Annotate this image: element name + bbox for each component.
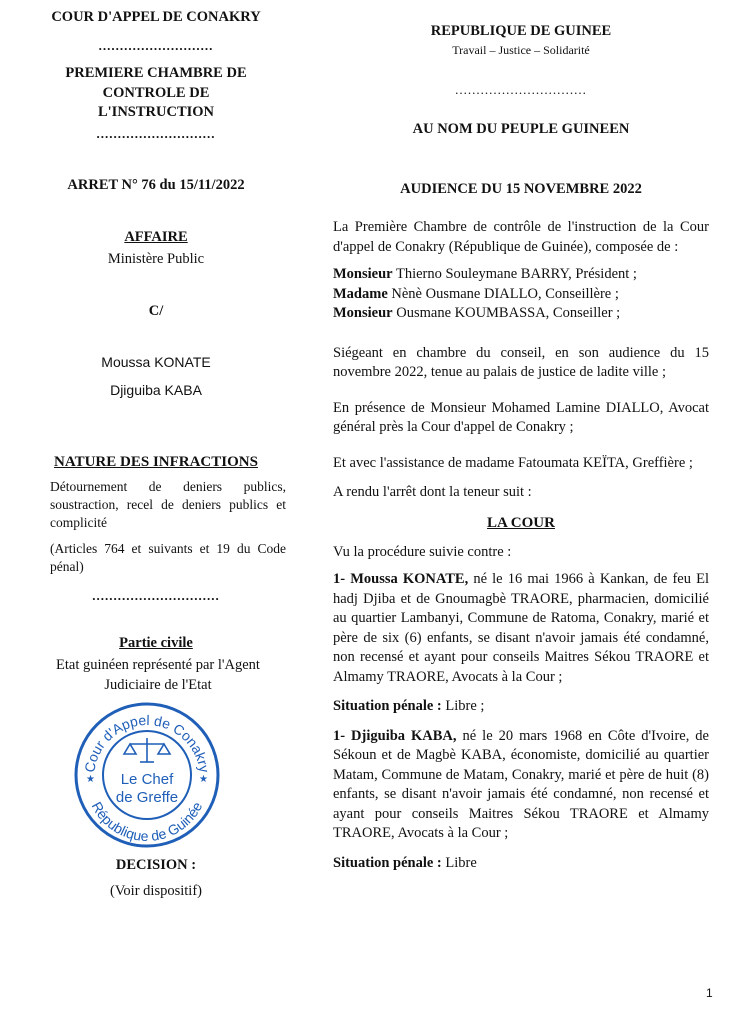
star-icon: ★ [86,774,95,785]
articles-text: (Articles 764 et suivants et 19 du Code pénal) [50,541,286,574]
seal-top-text: Cour d'Appel de Conakry [81,711,213,774]
separator-dots: .............................. [92,588,220,603]
separator-dots: ........................... [98,38,214,53]
defendant1-paragraph: 1- Moussa KONATE, né le 16 mai 1966 à Kankan, de feu El hadj Djiba et de Gnoumagbè TRAORE, pharmacien, domicilié au quartier Lambanyi, Commune de Ratoma, Conakry, marié et père de six (6) enfants, se disant n'avoir jamais été condamné, non recensé et ayant pour conseils Maitres Sékou TRAORE et Almamy TRAORE, Avocats à la Cour ; [333,571,709,685]
vu-paragraph: Vu la procédure suivie contre : [333,543,512,560]
nature-text: Détournement de deniers publics, soustraction, recel de deniers publics et complicité [50,479,286,530]
situation2: Situation pénale : Libre [333,854,477,871]
star-icon: ★ [199,774,208,785]
seal-graphic [72,700,222,850]
presence-paragraph: En présence de Monsieur Mohamed Lamine DIALLO, Avocat général près la Cour d'appel de Conakry ; [333,399,709,435]
partie-civile-heading: Partie civile [119,635,193,651]
page-number: 1 [706,986,713,1000]
republic-motto: Travail – Justice – Solidarité [452,43,590,57]
decision-heading: DECISION : [115,857,197,873]
member-line: Madame Nènè Ousmane DIALLO, Conseillère ; [333,285,619,302]
defendant-name: Djiguiba KABA [110,382,202,398]
composition-list [333,265,709,324]
contre-label: C/ [148,303,164,319]
seal-line1: Le Chef [120,771,174,788]
court-name: COUR D'APPEL DE CONAKRY [51,9,261,25]
siegeant-paragraph: Siégeant en chambre du conseil, en son audience du 15 novembre 2022, tenue au palais de justice de ladite ville ; [333,344,709,380]
separator-dots: ............................ [96,126,216,141]
separator-dots: ............................... [455,82,587,97]
defendant-name: Moussa KONATE [101,354,211,370]
assistance-paragraph: Et avec l'assistance de madame Fatoumata KEÏTA, Greffière ; [333,454,693,471]
republic-title: REPUBLIQUE DE GUINEE [430,23,612,39]
affaire-party: Ministère Public [107,251,205,267]
arret-number: ARRET N° 76 du 15/11/2022 [67,177,245,193]
la-cour-heading: LA COUR [487,514,555,531]
nature-heading: NATURE DES INFRACTIONS [54,454,258,470]
seal-line2: de Greffe [115,789,179,806]
chamber-title: PREMIERE CHAMBRE DE CONTROLE DE L'INSTRUCTION [65,65,247,120]
rendu-paragraph: A rendu l'arrêt dont la teneur suit : [333,484,532,500]
audience-heading: AUDIENCE DU 15 NOVEMBRE 2022 [400,181,642,197]
court-seal [72,700,222,850]
au-nom-heading: AU NOM DU PEUPLE GUINEEN [412,121,630,137]
member-line: Monsieur Ousmane KOUMBASSA, Conseiller ; [333,305,621,321]
affaire-heading: AFFAIRE [124,229,188,245]
main-body [333,218,709,873]
intro-paragraph: La Première Chambre de contrôle de l'instruction de la Cour d'appel de Conakry (République de Guinée), composée de : [333,219,709,255]
defendant2-paragraph: 1- Djiguiba KABA, né le 20 mars 1968 en Côte d'Ivoire, de Sékoun et de Magbè KABA, économiste, domicilié au quartier Matam, Commune de Matam, Conakry, marié et père de huit (8) enfants, se disant n'avoir jamais été condamné, non recensé et ayant pour conseils Maitres Sékou TRAORE et Almamy TRAORE, Avocats à la Cour ; [333,727,709,841]
seal-bottom-text: République de Guinée [88,798,206,845]
scales-icon [124,738,170,762]
member-line: Monsieur Thierno Souleymane BARRY, Président ; [333,266,637,282]
decision-text: (Voir dispositif) [110,883,202,899]
partie-civile-text: Etat guinéen représenté par l'Agent Judiciaire de l'Etat [56,657,260,693]
situation1: Situation pénale : Libre ; [333,698,485,714]
